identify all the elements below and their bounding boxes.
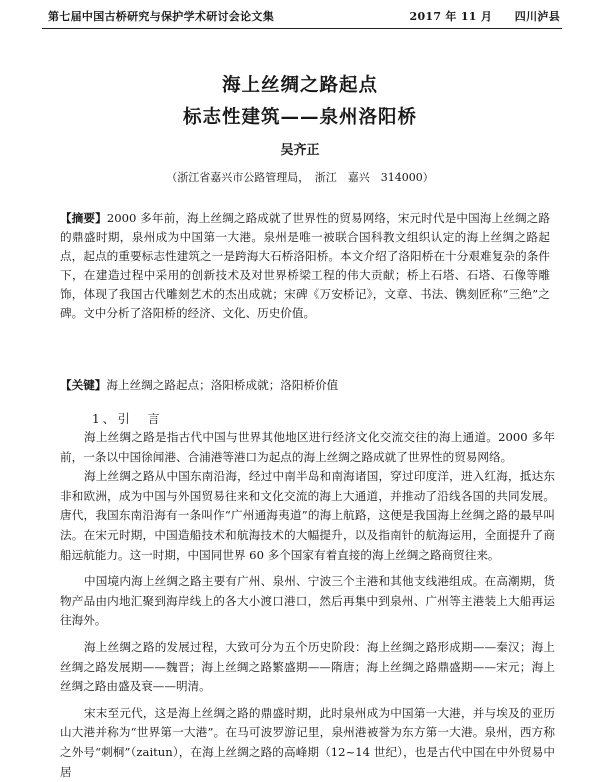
keywords-text: 海上丝绸之路起点；洛阳桥成就；洛阳桥价值 <box>106 378 339 392</box>
header-rule <box>42 28 562 29</box>
section-heading: 1、引 言 <box>92 412 163 426</box>
page-title: 海上丝绸之路起点 <box>221 75 378 96</box>
paragraph: 海上丝绸之路的发展过程，大致可分为五个历史阶段：海上丝绸之路形成期——秦汉；海上丝绸之路发展期——魏晋；海上丝绸之路繁盛期——隋唐；海上丝绸之路鼎盛期——宋元；海上丝绸之路由盛及衰——明清。 <box>60 639 555 694</box>
abstract-label: 【摘要】 <box>60 211 107 225</box>
author-name: 吴齐正 <box>280 143 320 158</box>
paragraph: 宋末至元代，这是海上丝绸之路的鼎盛时期，此时泉州成为中国第一大港，并与埃及的亚历山大港并称为“世界第一大港”。在马可波罗游记里，泉州港被誉为东方第一大港。泉州，西方称之外号“刺桐”（zaitun），在海上丝绸之路的高峰期（12~14 世纪），也是古代中国在中外贸易中居 <box>60 705 555 779</box>
abstract <box>60 209 550 323</box>
abstract-text: 2000 多年前，海上丝绸之路成就了世界性的贸易网络，宋元时代是中国海上丝绸之路的鼎盛时期，泉州成为中国第一大港。泉州是唯一被联合国科教文组织认定的海上丝绸之路起点，起点的重要标志性建筑之一是跨海大石桥洛阳桥。本文介绍了洛阳桥在十分艰难复杂的条件下，在建造过程中采用的创新技术及对世界桥梁工程的伟大贡献；桥上石塔、石塔、石像等雕饰，体现了我国古代雕刻艺术的杰出成就；宋碑《万安桥记》，文章、书法、镌刻匠称“三绝”之碑。文中分析了洛阳桥的经济、文化、历史价值。 <box>60 211 550 320</box>
paragraph: 海上丝绸之路从中国东南沿海，经过中南半岛和南海诸国，穿过印度洋，进入红海，抵达东非和欧洲，成为中国与外国贸易往来和文化交流的海上大通道，并推动了沿线各国的共同发展。唐代，我国东南沿海有一条叫作“广州通海夷道”的海上航路，这便是我国海上丝绸之路的最早叫法。在宋元时期，中国造船技术和航海技术的大幅提升，以及指南针的航海运用，全面提升了商船远航能力。这一时期，中国同世界 60 多个国家有着直接的海上丝绸之路商贸往来。 <box>60 469 555 562</box>
keywords <box>60 376 550 395</box>
page-subtitle: 标志性建筑——泉州洛阳桥 <box>182 107 417 128</box>
running-header-date-location: 2017 年 11 月 四川泸县 <box>409 10 560 23</box>
running-header-title: 第七届中国古桥研究与保护学术研讨会论文集 <box>48 10 274 23</box>
body-text <box>60 428 555 782</box>
paragraph: 海上丝绸之路是指古代中国与世界其他地区进行经济文化交流交往的海上通道。2000 多年前，一条以中国徐闻港、合浦港等港口为起点的海上丝绸之路成就了世界性的贸易网络。 <box>60 430 555 464</box>
author-affiliation: （浙江省嘉兴市公路管理局， 浙江 嘉兴 314000） <box>166 171 434 184</box>
keywords-label: 【关键】 <box>60 378 107 392</box>
paragraph: 中国境内海上丝绸之路主要有广州、泉州、宁波三个主港和其他支线港组成。在高潮期，货物产品由内地汇聚到海岸线上的各大小渡口港口，然后再集中到泉州、广州等主港装上大船再运往海外。 <box>60 574 555 628</box>
